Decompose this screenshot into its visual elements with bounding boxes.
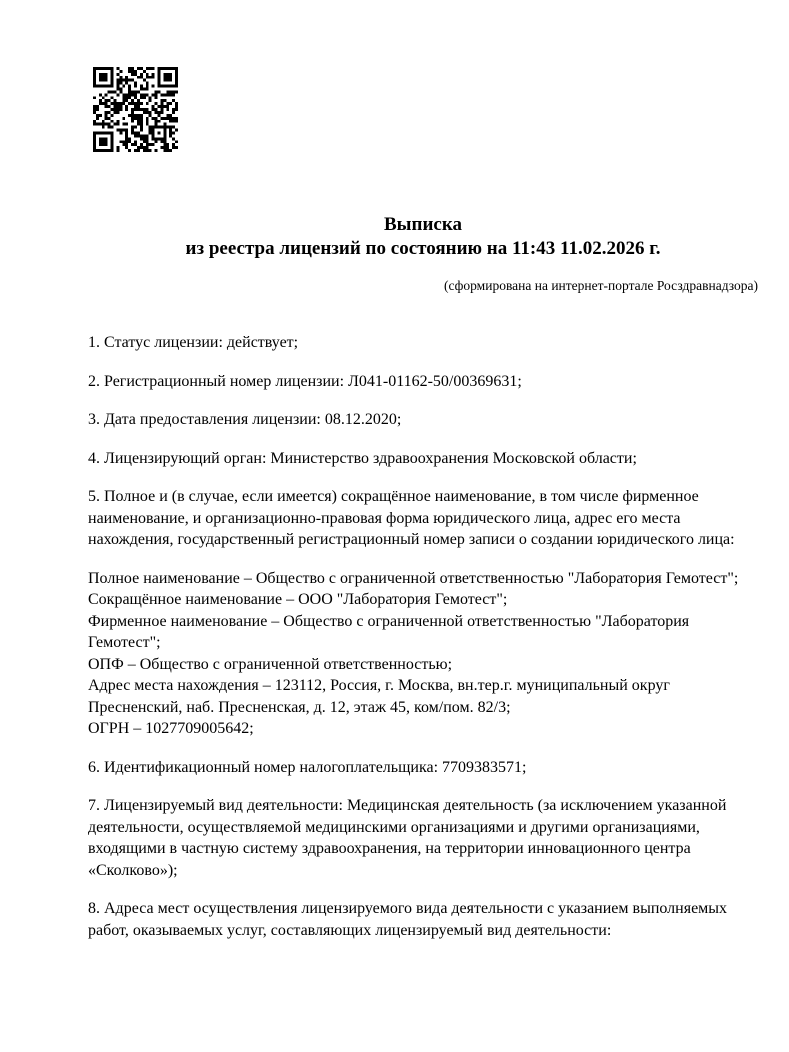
entity-detail-line: ОПФ – Общество с ограниченной ответственностью;: [88, 655, 453, 673]
paragraph-inn: 6. Идентификационный номер налогоплательщика: 7709383571;: [88, 758, 527, 776]
entity-detail-line: Фирменное наименование – Общество с ограниченной ответственностью "Лаборатория Гемотест";: [88, 612, 690, 651]
paragraph-activity-addresses-intro: 8. Адреса мест осуществления лицензируемого вида деятельности с указанием выполняемых работ, оказываемых услуг, составляющих лицензируемый вид деятельности:: [88, 900, 728, 939]
paragraph-licensed-activity: 7. Лицензируемый вид деятельности: Медицинская деятельность (за исключением указанной деятельности, осуществляемой медицинскими организациями и другими организациями, входящими в частную систему здравоохранения, на территории инновационного центра «Сколково»);: [88, 797, 727, 879]
qr-code-icon: [93, 67, 178, 152]
entity-detail-line: Сокращённое наименование – ООО "Лаборатория Гемотест";: [88, 591, 508, 608]
paragraph-license-grant-date: 3. Дата предоставления лицензии: 08.12.2020;: [88, 411, 402, 428]
document-title-line1: Выписка: [384, 214, 462, 235]
paragraph-licensing-authority: 4. Лицензирующий орган: Министерство здравоохранения Московской области;: [88, 449, 637, 467]
qr-code-image: [93, 67, 178, 152]
paragraph-entity-details: [88, 568, 758, 740]
document-title-line2: из реестра лицензий по состоянию на 11:43 11.02.2026 г.: [185, 238, 661, 259]
document-subtitle: (сформирована на интернет-портале Росздравнадзора): [443, 278, 758, 293]
document-content: [0, 213, 789, 941]
paragraph-license-number: 2. Регистрационный номер лицензии: Л041-01162-50/00369631;: [88, 372, 522, 390]
entity-detail-line: Адрес места нахождения – 123112, Россия, г. Москва, вн.тер.г. муниципальный округ Пресненский, наб. Пресненская, д. 12, этаж 45, ком/пом. 82/3;: [88, 677, 670, 716]
document-title: [88, 213, 758, 261]
entity-detail-line: Полное наименование – Общество с ограниченной ответственностью "Лаборатория Гемотест";: [88, 569, 739, 587]
paragraph-license-status: 1. Статус лицензии: действует;: [88, 334, 299, 351]
paragraph-entity-intro: 5. Полное и (в случае, если имеется) сокращённое наименование, в том числе фирменное наименование, и организационно-правовая форма юридического лица, адрес его места нахождения, государственный регистрационный номер записи о создании юридического лица:: [88, 488, 735, 548]
document-body: [88, 332, 758, 941]
entity-detail-line: ОГРН – 1027709005642;: [88, 720, 254, 737]
